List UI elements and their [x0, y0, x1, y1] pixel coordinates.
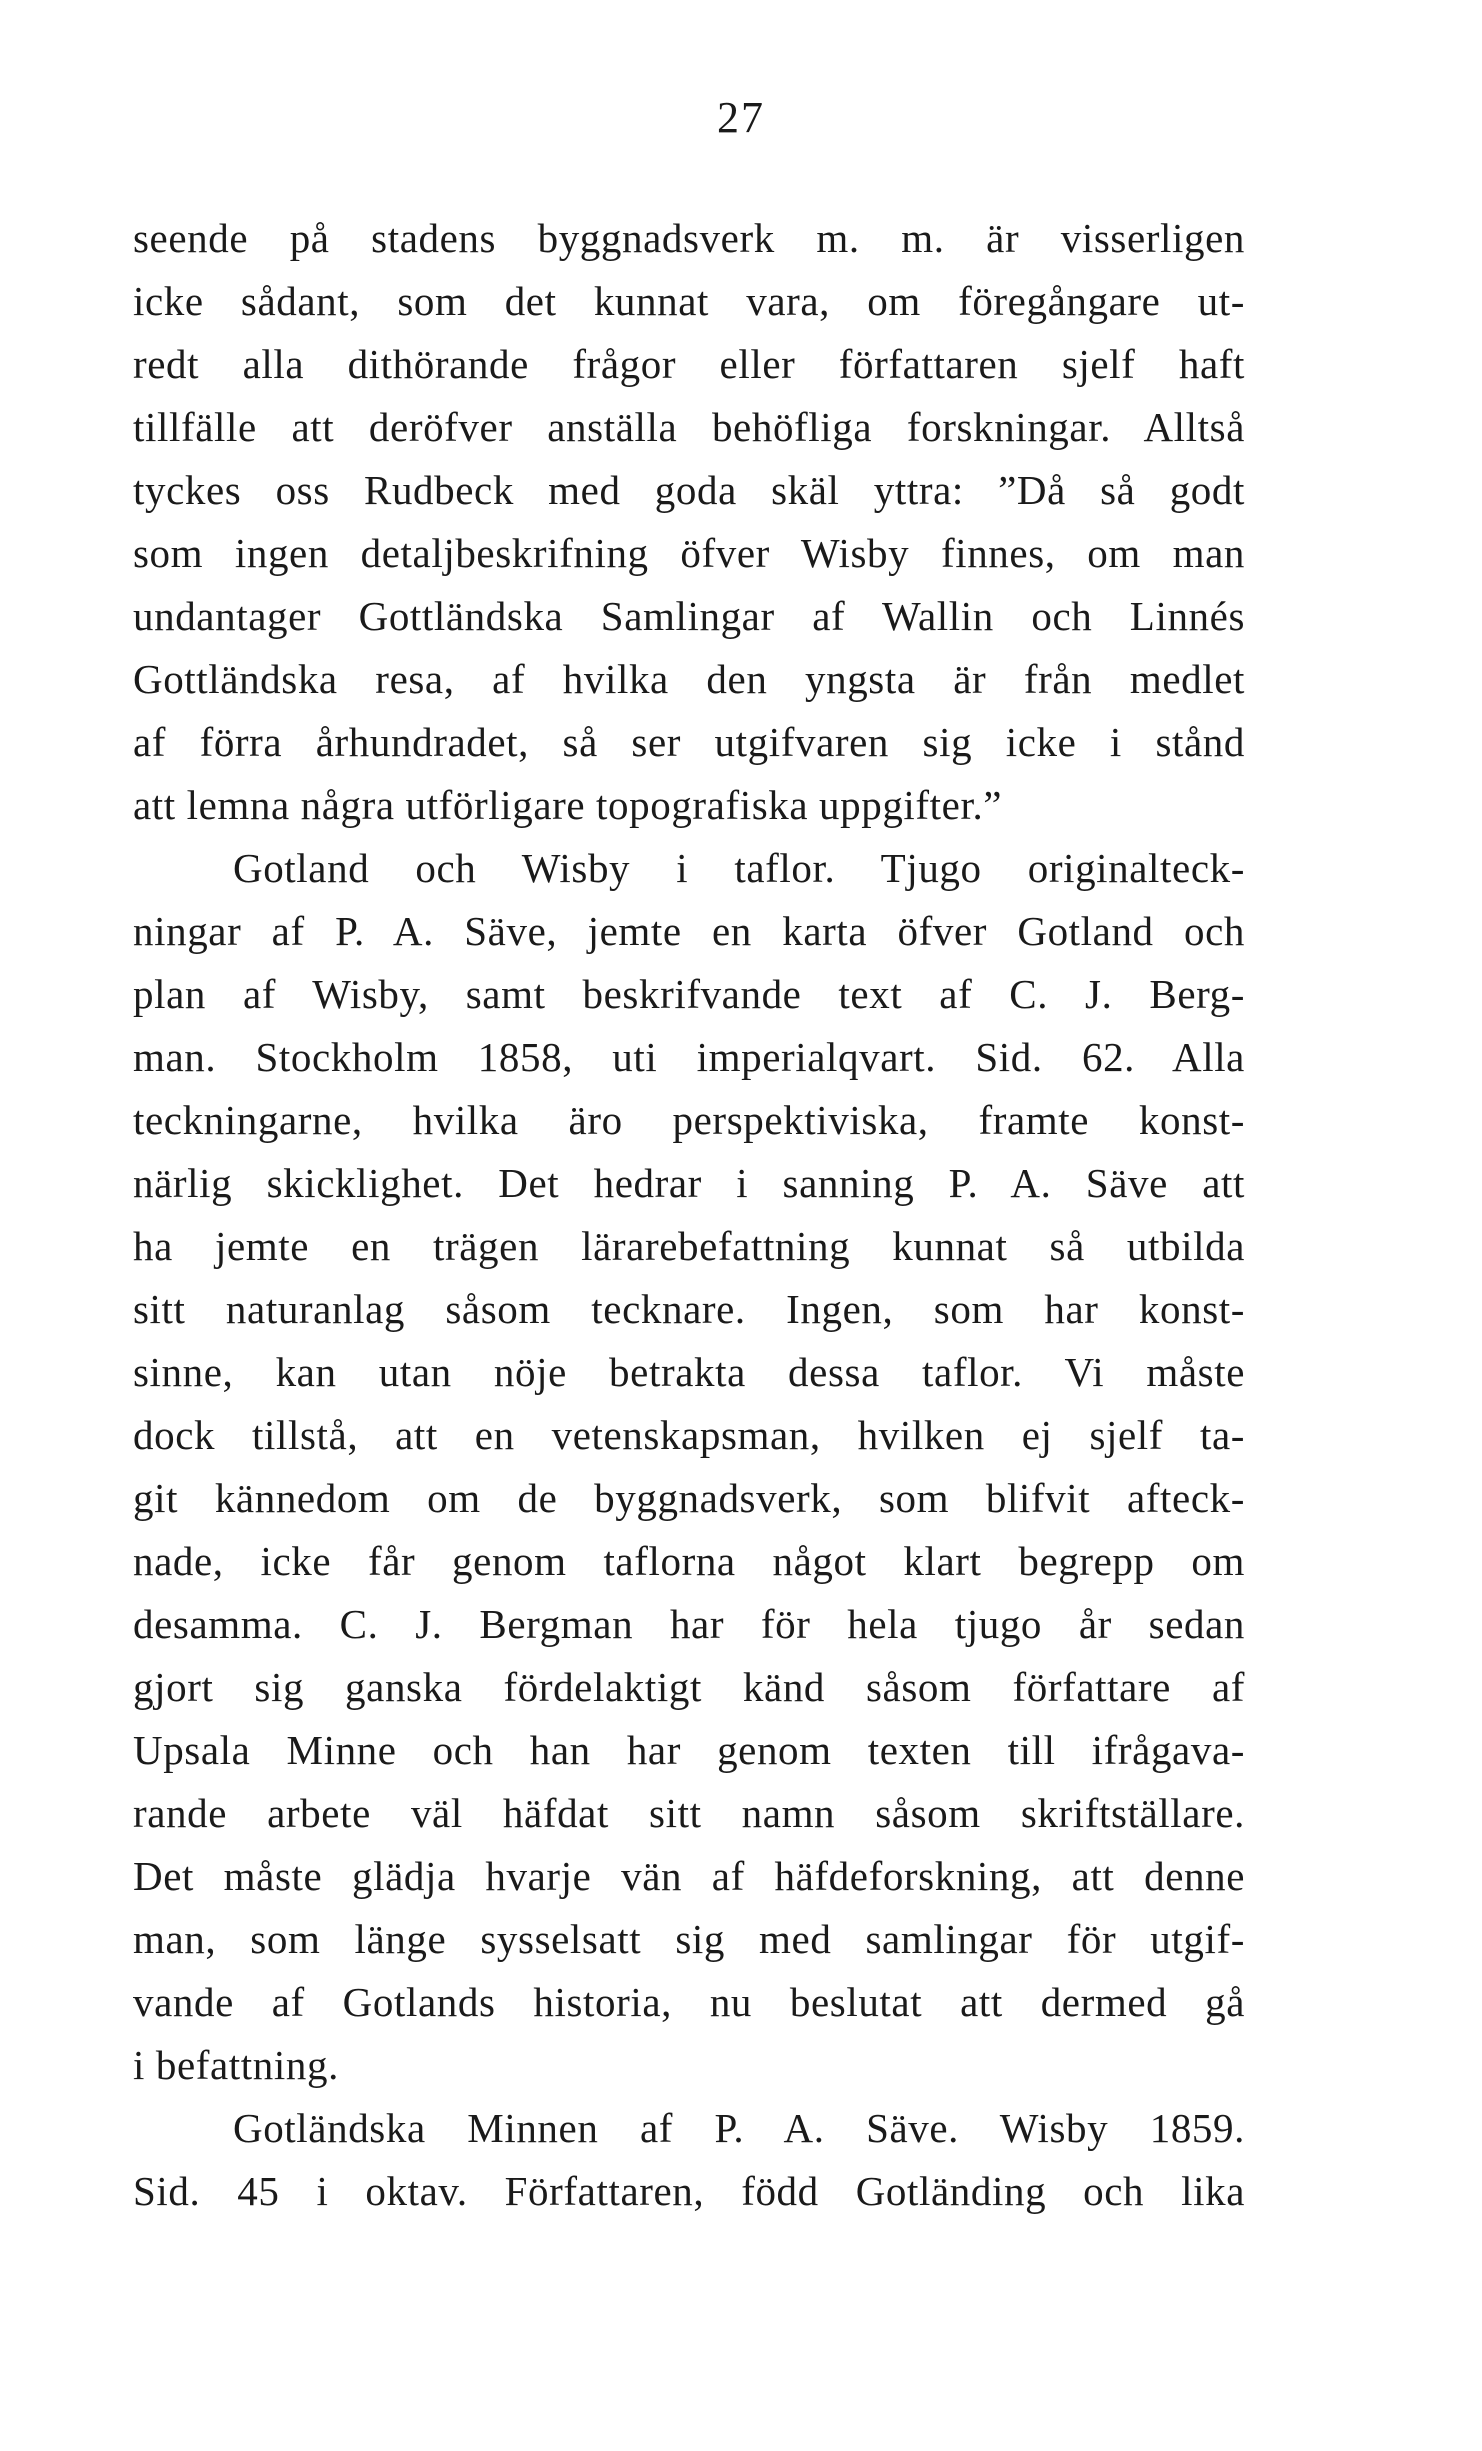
text-line: ningar af P. A. Säve, jemte en karta öfver Gotland och — [133, 908, 1245, 954]
text-line: dock tillstå, att en vetenskapsman, hvilken ej sjelf ta- — [133, 1412, 1245, 1458]
text-line: sitt naturanlag såsom tecknare. Ingen, som har konst- — [133, 1286, 1245, 1332]
text-line: Upsala Minne och han har genom texten till ifrågava- — [133, 1727, 1245, 1773]
text-line: Det måste glädja hvarje vän af häfdeforskning, att denne — [133, 1853, 1245, 1899]
text-line: rande arbete väl häfdat sitt namn såsom skriftställare. — [133, 1790, 1245, 1836]
text-line: seende på stadens byggnadsverk m. m. är visserligen — [133, 215, 1245, 261]
text-line: att lemna några utförligare topografiska uppgifter.” — [133, 782, 1003, 828]
text-line: man, som länge sysselsatt sig med samlingar för utgif- — [133, 1916, 1245, 1962]
text-line: undantager Gottländska Samlingar af Wallin och Linnés — [133, 593, 1245, 639]
body-text — [133, 207, 1245, 2223]
text-line: Sid. 45 i oktav. Författaren, född Gotländing och lika — [133, 2168, 1245, 2214]
text-line: desamma. C. J. Bergman har för hela tjugo år sedan — [133, 1601, 1245, 1647]
text-line: ha jemte en trägen lärarebefattning kunnat så utbilda — [133, 1223, 1245, 1269]
text-line: af förra århundradet, så ser utgifvaren sig icke i stånd — [133, 719, 1245, 765]
text-line: tyckes oss Rudbeck med goda skäl yttra: ”Då så godt — [133, 467, 1245, 513]
text-line: Gottländska resa, af hvilka den yngsta är från medlet — [133, 656, 1245, 702]
text-line: tillfälle att deröfver anställa behöfliga forskningar. Alltså — [133, 404, 1245, 450]
text-line: redt alla dithörande frågor eller författaren sjelf haft — [133, 341, 1245, 387]
text-line: nade, icke får genom taflorna något klart begrepp om — [133, 1538, 1245, 1584]
text-line: Gotländska Minnen af P. A. Säve. Wisby 1859. — [233, 2105, 1245, 2151]
text-line: vande af Gotlands historia, nu beslutat att dermed gå — [133, 1979, 1245, 2025]
text-line: sinne, kan utan nöje betrakta dessa taflor. Vi måste — [133, 1349, 1245, 1395]
text-line: i befattning. — [133, 2042, 339, 2088]
text-line: man. Stockholm 1858, uti imperialqvart. Sid. 62. Alla — [133, 1034, 1245, 1080]
text-line: gjort sig ganska fördelaktigt känd såsom författare af — [133, 1664, 1245, 1710]
text-line: plan af Wisby, samt beskrifvande text af C. J. Berg- — [133, 971, 1245, 1017]
text-line: icke sådant, som det kunnat vara, om föregångare ut- — [133, 278, 1245, 324]
page-number: 27 — [717, 93, 765, 142]
text-line: git kännedom om de byggnadsverk, som blifvit afteck- — [133, 1475, 1245, 1521]
text-line: Gotland och Wisby i taflor. Tjugo originalteck- — [233, 845, 1245, 891]
text-line: som ingen detaljbeskrifning öfver Wisby finnes, om man — [133, 530, 1245, 576]
text-line: närlig skicklighet. Det hedrar i sanning P. A. Säve att — [133, 1160, 1245, 1206]
text-line: teckningarne, hvilka äro perspektiviska, framte konst- — [133, 1097, 1245, 1143]
